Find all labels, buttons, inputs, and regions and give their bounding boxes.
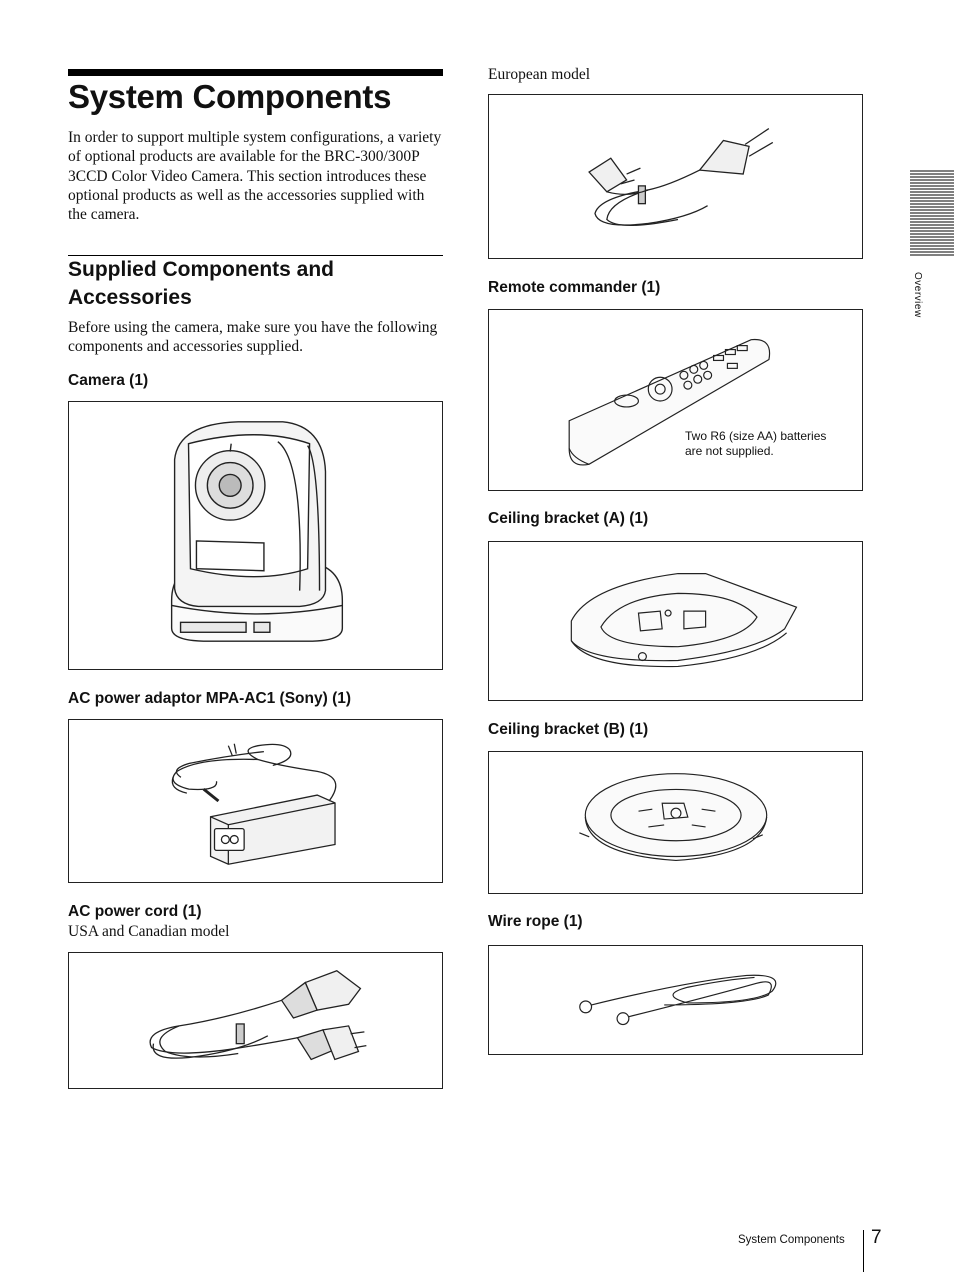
european-model-label: European model: [488, 66, 591, 83]
ac-adaptor-figure: [68, 719, 443, 883]
bracket-b-label: Ceiling bracket (B) (1): [488, 721, 649, 738]
footer-divider: [863, 1230, 864, 1272]
section-intro: Before using the camera, make sure you have the following components and accessories supplied.: [68, 319, 438, 356]
usa-cord-figure: [68, 952, 443, 1089]
bracket-a-illustration: [489, 542, 862, 700]
page-number: 7: [871, 1227, 882, 1248]
camera-illustration: [69, 402, 442, 669]
bracket-b-figure: [488, 751, 863, 894]
bracket-a-figure: [488, 541, 863, 701]
usa-model-label: USA and Canadian model: [68, 923, 230, 940]
camera-figure: [68, 401, 443, 670]
camera-label: Camera (1): [68, 372, 149, 389]
bracket-a-label: Ceiling bracket (A) (1): [488, 510, 649, 527]
thumb-stripes: [910, 170, 954, 258]
remote-note-line-2: are not supplied.: [685, 444, 774, 458]
intro-paragraph: In order to support multiple system configurations, a variety of optional products are available for the BRC-300/300P 3CCD Color Video Camera. This section introduces these optional products as well as the accessories supplied with the camera.: [68, 129, 442, 224]
bracket-b-illustration: [489, 752, 862, 893]
wire-rope-figure: [488, 945, 863, 1055]
wire-rope-label: Wire rope (1): [488, 913, 583, 930]
european-cord-illustration: [489, 95, 862, 258]
ac-adaptor-illustration: [69, 720, 442, 882]
page-title: System Components: [68, 78, 392, 115]
european-cord-figure: [488, 94, 863, 259]
remote-note-line-1: Two R6 (size AA) batteries: [685, 429, 827, 443]
wire-rope-illustration: [489, 946, 862, 1054]
title-bar-rule: [68, 69, 443, 76]
usa-cord-illustration: [69, 953, 442, 1088]
side-section-label: Overview: [912, 272, 923, 318]
section-thumb-tab: [910, 170, 954, 258]
footer-section-name: System Components: [738, 1234, 845, 1246]
remote-figure: [488, 309, 863, 491]
remote-label: Remote commander (1): [488, 279, 661, 296]
remote-illustration: [489, 310, 862, 490]
section-heading: Supplied Components and Accessories: [68, 258, 334, 309]
ac-adaptor-label: AC power adaptor MPA-AC1 (Sony) (1): [68, 690, 352, 707]
ac-cord-label: AC power cord (1): [68, 903, 202, 920]
